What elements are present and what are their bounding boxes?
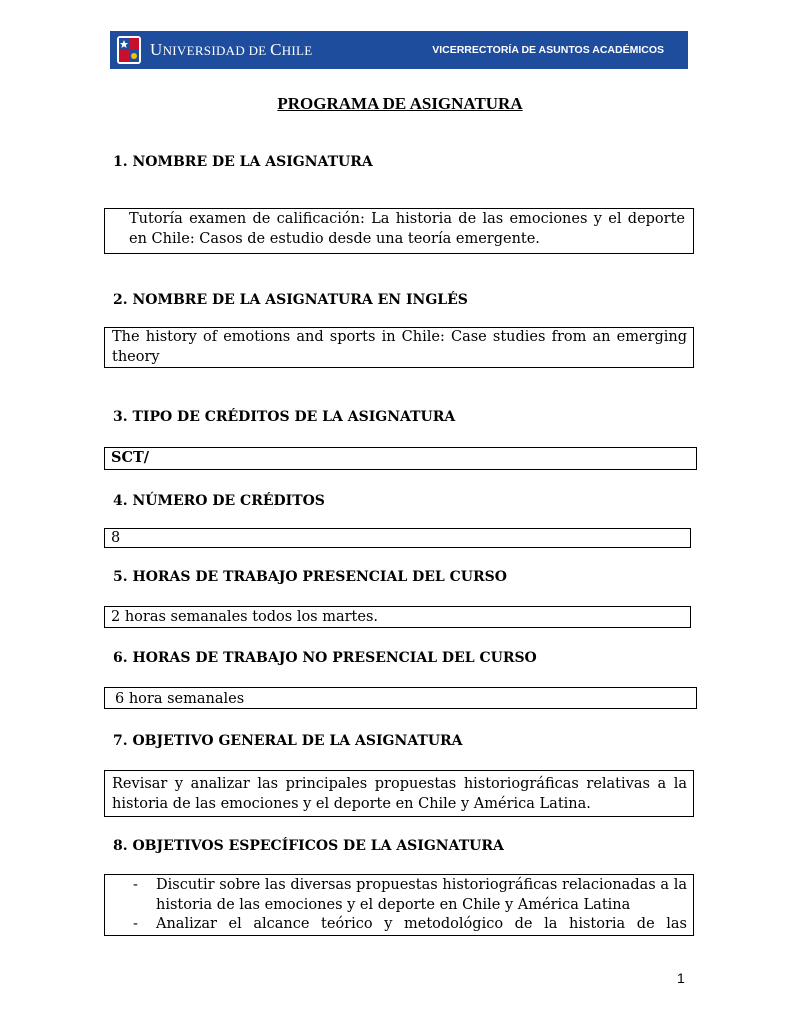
general-objective: Revisar y analizar las principales propuestas historiográficas relativas a la historia de las emociones y el deporte en Chile y América Latina. [112,776,687,812]
page-title: PROGRAMA DE ASIGNATURA [277,94,523,113]
presential-hours: 2 horas semanales todos los martes. [111,609,379,625]
list-item: - Analizar el alcance teórico y metodológico de la historia de las [133,916,687,932]
section-6-box [104,687,697,709]
credit-type: SCT/ [111,449,150,466]
credit-number: 8 [111,530,121,546]
non-presential-hours: 6 hora semanales [115,691,245,707]
section-8-box [104,874,694,936]
section-3-heading: 3. TIPO DE CRÉDITOS DE LA ASIGNATURA [113,409,456,425]
course-name-english: The history of emotions and sports in Chile: Case studies from an emerging theory [112,329,687,365]
section-4-heading: 4. NÚMERO DE CRÉDITOS [113,493,325,509]
section-5-heading: 5. HORAS DE TRABAJO PRESENCIAL DEL CURSO [113,569,507,585]
section-8-heading: 8. OBJETIVOS ESPECÍFICOS DE LA ASIGNATURA [113,838,504,854]
section-7-heading: 7. OBJETIVO GENERAL DE LA ASIGNATURA [113,733,463,749]
section-4-box [104,528,691,548]
section-5-box [104,606,691,628]
section-3-box [104,447,697,470]
specific-objectives-list [105,876,687,935]
section-1-box [104,208,694,254]
section-2-box [104,327,694,368]
section-1-heading: 1. NOMBRE DE LA ASIGNATURA [113,154,373,170]
section-7-box [104,770,694,817]
course-name: Tutoría examen de calificación: La historia de las emociones y el deporte en Chile: Casos de estudio desde una teoría emergente. [129,211,685,247]
list-item: - Discutir sobre las diversas propuestas historiográficas relacionadas a la historia de las emociones y el deporte en Chile y América Latina [133,877,687,913]
section-2-heading: 2. NOMBRE DE LA ASIGNATURA EN INGLÉS [113,292,468,308]
header-banner [110,31,688,69]
section-6-heading: 6. HORAS DE TRABAJO NO PRESENCIAL DEL CURSO [113,650,537,666]
page-number: 1 [677,970,685,986]
university-name: UNIVERSIDAD DE CHILE [150,40,313,59]
university-crest-icon [115,34,143,66]
vicerrectoria-label: VICERRECTORÍA DE ASUNTOS ACADÉMICOS [432,44,664,56]
